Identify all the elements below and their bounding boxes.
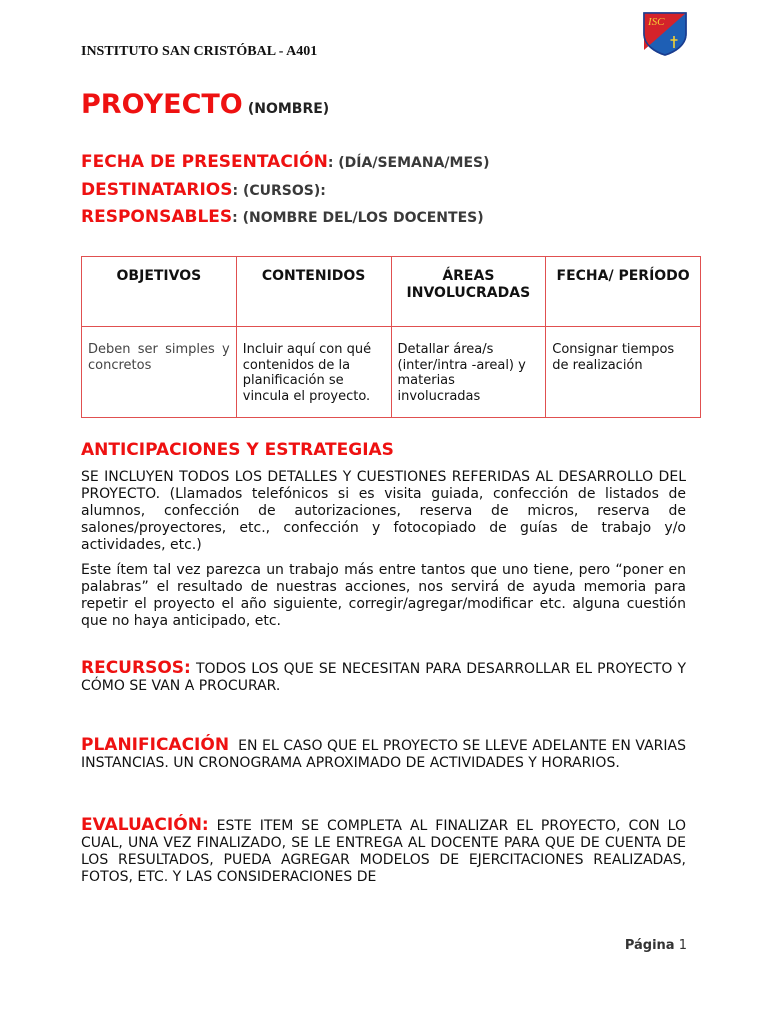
- page-label: Página: [624, 938, 675, 953]
- project-title: [81, 89, 329, 120]
- cell-objetivos: Deben ser simples y concretos: [82, 327, 237, 418]
- institute-header: INSTITUTO SAN CRISTÓBAL - A401: [81, 44, 318, 59]
- field-fecha-label: FECHA DE PRESENTACIÓN: [81, 152, 328, 172]
- field-responsables-value: : (NOMBRE DEL/LOS DOCENTES): [232, 210, 484, 226]
- header-contenidos: CONTENIDOS: [236, 257, 391, 327]
- anticipaciones-heading: ANTICIPACIONES Y ESTRATEGIAS: [81, 440, 394, 460]
- table-header-row: [82, 257, 701, 327]
- page-number-value: 1: [678, 938, 687, 953]
- anticipaciones-paragraph-2: Este ítem tal vez parezca un trabajo más entre tantos que uno tiene, pero “poner en palabras” el resultado de nuestras acciones, nos servirá de ayuda memoria para repetir el proyecto el año siguiente, corregir/agregar/modificar etc. alguna cuestión que no haya anticipado, etc.: [81, 562, 686, 629]
- planificacion-section: [81, 737, 686, 772]
- field-destinatarios-label: DESTINATARIOS: [81, 180, 233, 200]
- recursos-label: RECURSOS:: [81, 658, 191, 678]
- field-destinatarios: [81, 180, 326, 200]
- field-responsables: [81, 207, 484, 227]
- page-number: [625, 938, 687, 953]
- field-responsables-label: RESPONSABLES: [81, 207, 233, 227]
- cell-areas: Detallar área/s (inter/intra -areal) y materias involucradas: [391, 327, 546, 418]
- cell-fecha: Consignar tiempos de realización: [546, 327, 701, 418]
- anticipaciones-paragraph-1: SE INCLUYEN TODOS LOS DETALLES Y CUESTIONES REFERIDAS AL DESARROLLO DEL PROYECTO. (Llamados telefónicos si es visita guiada, confección de listados de alumnos, confección de autorizaciones, reserva de micros, reserva de salones/proyectores, etc., confección y fotocopiado de guías de trabajo y/o actividades, etc.): [81, 469, 686, 553]
- header-fecha: FECHA/ PERÍODO: [546, 257, 701, 327]
- recursos-text: TODOS LOS QUE SE NECESITAN PARA DESARROLLAR EL PROYECTO Y CÓMO SE VAN A PROCURAR.: [81, 661, 687, 694]
- planificacion-label: PLANIFICACIÓN: [81, 735, 230, 755]
- logo-letters: ISC: [648, 16, 665, 28]
- table-row: [82, 327, 701, 418]
- cell-contenidos: Incluir aquí con qué contenidos de la planificación se vincula el proyecto.: [236, 327, 391, 418]
- header-areas: ÁREAS INVOLUCRADAS: [391, 257, 546, 327]
- evaluacion-section: [81, 817, 686, 886]
- objectives-table: [81, 256, 701, 418]
- school-crest-logo: [642, 10, 688, 56]
- field-fecha-value: : (DÍA/SEMANA/MES): [327, 155, 490, 171]
- evaluacion-text: ESTE ITEM SE COMPLETA AL FINALIZAR EL PROYECTO, CON LO CUAL, UNA VEZ FINALIZADO, SE LE ENTREGA AL DOCENTE PARA QUE DE CUENTA DE LOS RESULTADOS, PUEDA AGREGAR MODELOS DE EJERCITACIONES REALIZADAS, FOTOS, ETC. Y LAS CONSIDERACIONES DE: [81, 818, 686, 885]
- recursos-section: [81, 660, 686, 695]
- project-title-main: PROYECTO: [81, 89, 243, 120]
- field-fecha: [81, 152, 490, 172]
- evaluacion-label: EVALUACIÓN:: [81, 815, 209, 835]
- header-objetivos: OBJETIVOS: [82, 257, 237, 327]
- planificacion-text: EN EL CASO QUE EL PROYECTO SE LLEVE ADELANTE EN VARIAS INSTANCIAS. UN CRONOGRAMA APROXIMADO DE ACTIVIDADES Y HORARIOS.: [81, 738, 687, 771]
- project-title-sub: (NOMBRE): [247, 101, 330, 117]
- field-destinatarios-value: : (CURSOS):: [232, 183, 326, 199]
